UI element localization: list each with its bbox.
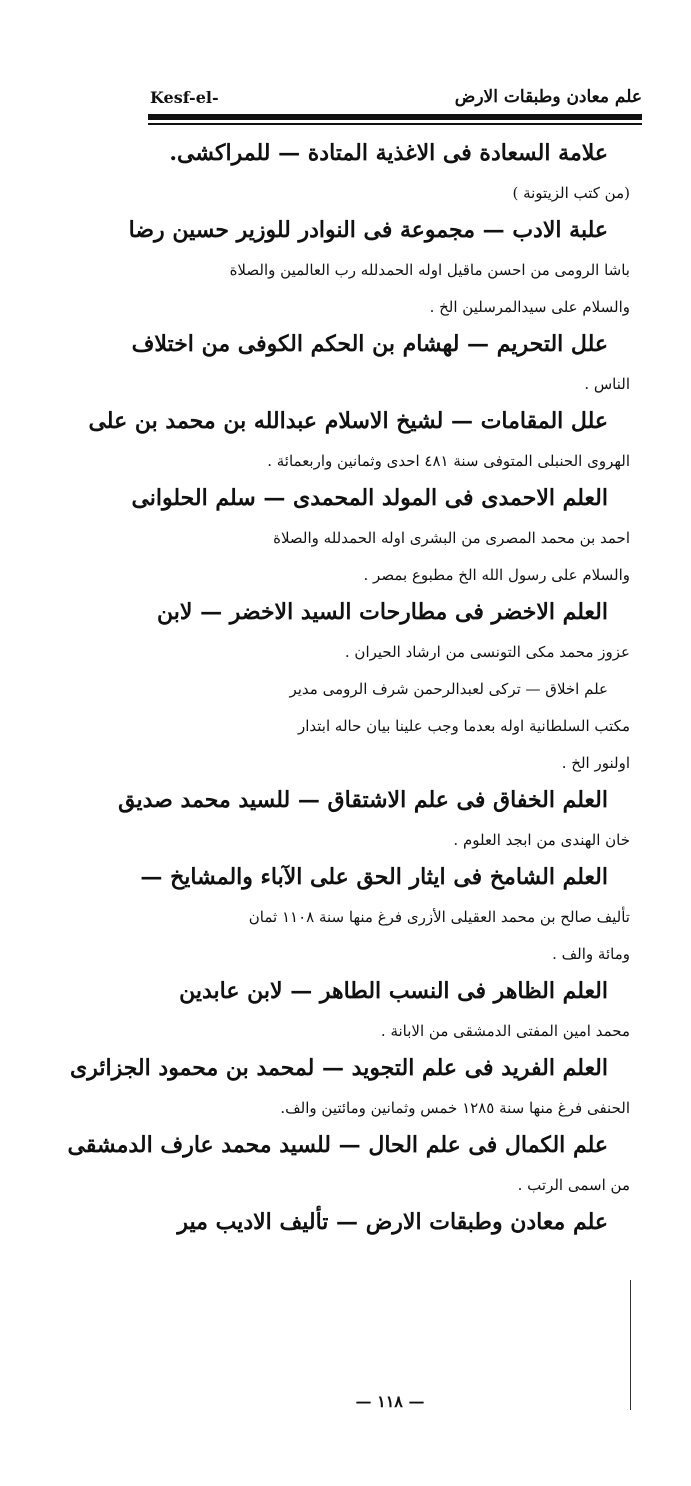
header-title: علم معادن وطبقات الارض [454,87,642,107]
entry-text-line: الحنفى فرغ منها سنة ١٢٨٥ خمس وثمانين ومائتين والف. [280,1099,630,1117]
entry-text-line: اولنور الخ . [561,754,630,772]
entry-title-line: العلم الاحمدى فى المولد المحمدى — سلم الحلوانى [131,485,608,511]
header-rule-thin [148,123,642,125]
entry-title-line: علامة السعادة فى الاغذية المتادة — للمراكشى. [169,140,608,166]
entry-title-line: علل المقامات — لشيخ الاسلام عبدالله بن محمد بن على [88,408,608,434]
entry-title-line: العلم الظاهر فى النسب الطاهر — لابن عابدين [179,978,608,1004]
entry-text-line: والسلام على رسول الله الخ مطبوع بمصر . [363,566,630,584]
entry-text-line: عزوز محمد مكى التونسى من ارشاد الحيران . [344,643,630,661]
entry-title-line: علل التحريم — لهشام بن الحكم الكوفى من اختلاف [131,331,608,357]
entry-title-line: علم معادن وطبقات الارض — تأليف الاديب مير [177,1209,608,1235]
bibliography-entry [160,674,630,785]
header-rule-thick [148,114,642,120]
bibliography-entry [128,215,630,329]
running-header [150,82,642,112]
entry-title-line: علم اخلاق — تركى لعبدالرحمن شرف الرومى مدير [289,680,608,698]
bibliography-entry [118,785,630,862]
bibliography-entry [131,329,630,406]
header-left-text: Kesf-el- [150,87,219,107]
bibliography-entry [157,597,630,674]
entry-title-line: علم الكمال فى علم الحال — للسيد محمد عارف الدمشقى [67,1132,608,1158]
bibliography-entry [69,1053,630,1130]
entry-title-line: العلم الشامخ فى ايثار الحق على الآباء والمشايخ — [140,864,608,890]
entry-text-line: احمد بن محمد المصرى من البشرى اوله الحمدلله والصلاة [273,529,630,547]
page-number: — ١١٨ — [355,1392,425,1411]
entry-text-line: الهروى الحنبلى المتوفى سنة ٤٨١ احدى وثمانين واربعمائة . [267,452,630,470]
bibliography-entry [67,1130,630,1207]
bibliography-entry [131,483,630,597]
entry-text-line: تأليف صالح بن محمد العقيلى الأزرى فرغ منها سنة ١١٠٨ ثمان [248,908,630,926]
bibliography-entry [160,1207,630,1247]
bibliography-entry [140,862,630,976]
entries-list [67,138,630,1247]
entry-text-line: مكتب السلطانية اوله بعدما وجب علينا بيان حاله ابتدار [297,717,630,735]
entry-title-line: العلم الفريد فى علم التجويد — لمحمد بن محمود الجزائرى [69,1055,608,1081]
entry-text-line: خان الهندى من ابجد العلوم . [453,831,630,849]
entry-title-line: العلم الخفاق فى علم الاشتقاق — للسيد محمد صديق [118,787,608,813]
entry-text-line: والسلام على سيدالمرسلين الخ . [429,298,630,316]
entry-text-line: من اسمى الرتب . [517,1176,630,1194]
entry-text-line: ومائة والف . [552,945,630,963]
entry-title-line: علبة الادب — مجموعة فى النوادر للوزير حسين رضا [128,217,608,243]
entry-text-line: باشا الرومى من احسن ماقيل اوله الحمدلله رب العالمين والصلاة [229,261,630,279]
bibliography-entry [160,976,630,1053]
bibliography-entry [88,406,630,483]
entry-text-line: (من كتب الزيتونة ) [512,184,630,202]
entry-title-line: العلم الاخضر فى مطارحات السيد الاخضر — لابن [157,599,608,625]
entry-text-line: الناس . [584,375,630,393]
entry-text-line: محمد امين المفتى الدمشقى من الابانة . [380,1022,630,1040]
margin-line [630,1280,631,1410]
bibliography-entry [160,138,630,215]
